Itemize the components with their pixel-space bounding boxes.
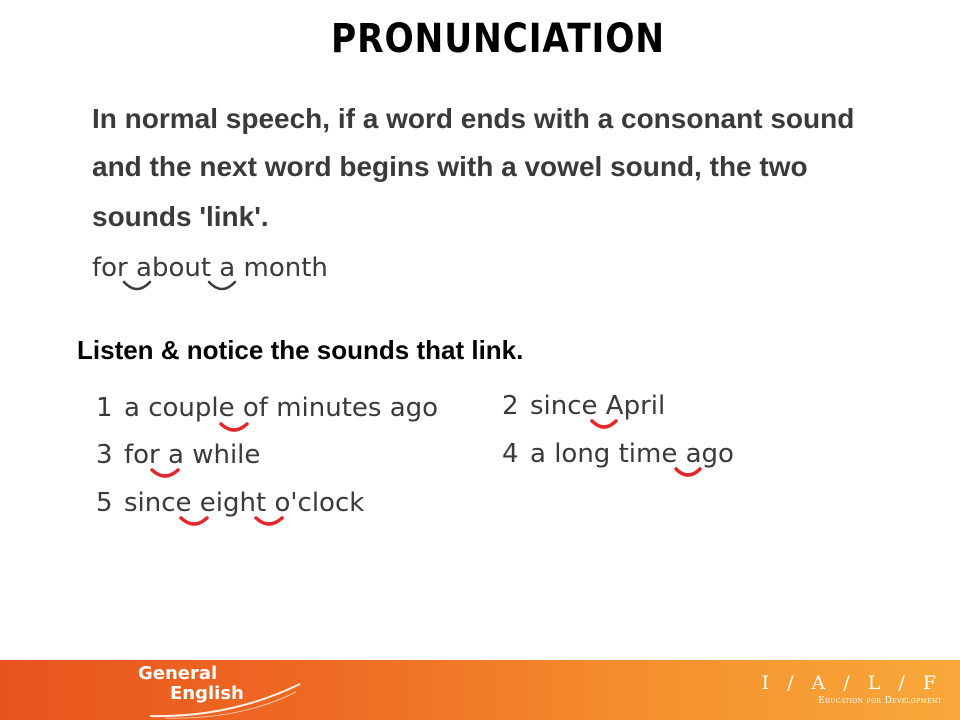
example-phrase: for about a month bbox=[92, 253, 328, 283]
exercise-number: 1 bbox=[96, 393, 113, 423]
org-tagline: Education for Development bbox=[818, 696, 942, 706]
exercise-number: 5 bbox=[96, 488, 113, 518]
org-logo: I / A / L / F bbox=[761, 672, 942, 694]
link-mark bbox=[221, 424, 247, 430]
page-title: PRONUNCIATION bbox=[331, 16, 665, 62]
brand-logo-line-1: General bbox=[138, 663, 218, 684]
instruction: Listen & notice the sounds that link. bbox=[77, 335, 524, 365]
exercise-phrase: since April bbox=[530, 391, 666, 421]
exercise-phrase: a couple of minutes ago bbox=[124, 393, 439, 423]
exercise-number: 3 bbox=[96, 440, 113, 470]
exercise-number: 4 bbox=[502, 439, 519, 469]
example-link-mark bbox=[209, 282, 235, 289]
exercise-phrase: a long time ago bbox=[530, 439, 734, 469]
exercise-phrase: since eight o'clock bbox=[124, 488, 365, 518]
exercise-number: 2 bbox=[502, 391, 519, 421]
link-mark bbox=[676, 469, 700, 475]
link-mark bbox=[152, 470, 178, 476]
rule-line-1: In normal speech, if a word ends with a consonant sound bbox=[92, 103, 855, 134]
link-mark bbox=[181, 518, 207, 524]
rule-line-3: sounds 'link'. bbox=[92, 201, 269, 232]
example-link-mark bbox=[124, 282, 150, 289]
exercise-phrase: for a while bbox=[124, 440, 261, 470]
link-mark bbox=[256, 518, 282, 524]
rule-line-2: and the next word begins with a vowel sound, the two bbox=[92, 151, 808, 182]
link-mark bbox=[592, 421, 616, 427]
brand-logo-line-2: English bbox=[170, 683, 244, 704]
